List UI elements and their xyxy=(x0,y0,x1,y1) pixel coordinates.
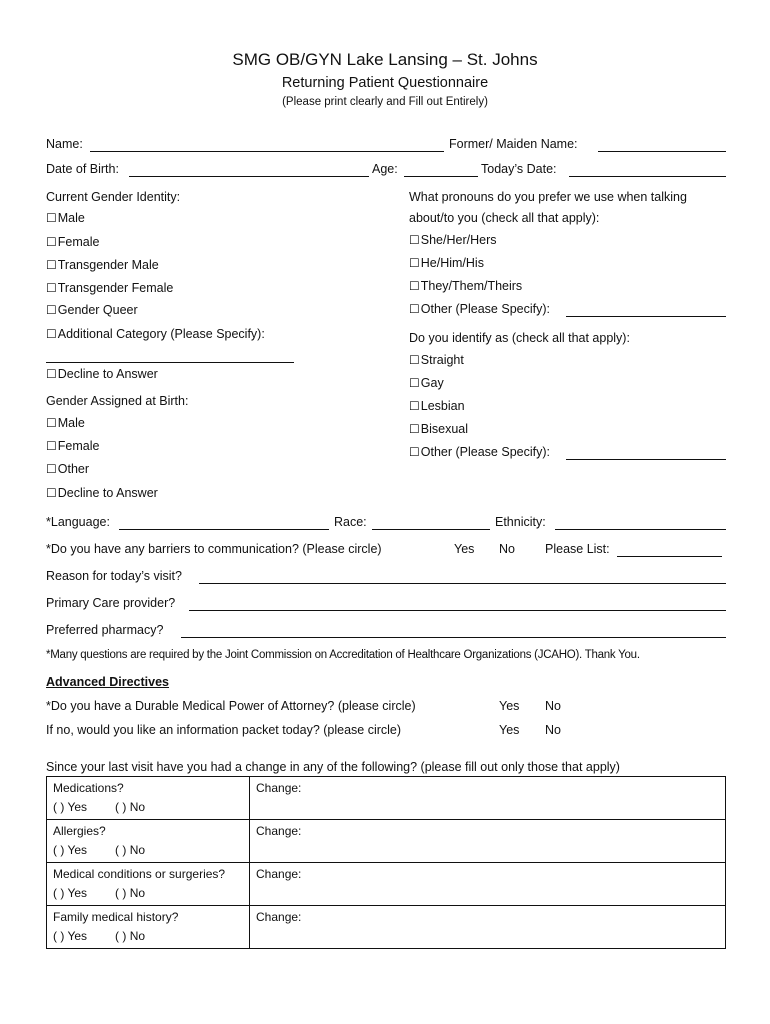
yes-option[interactable]: ( ) Yes xyxy=(53,886,88,900)
change-label: Change: xyxy=(256,910,302,924)
gender-identity-option[interactable]: ☐Additional Category (Please Specify): xyxy=(46,327,265,341)
checkbox-icon[interactable]: ☐ xyxy=(46,367,57,381)
barriers-yes[interactable]: Yes xyxy=(454,542,475,556)
change-label: Change: xyxy=(256,824,302,838)
checkbox-icon[interactable]: ☐ xyxy=(409,353,420,367)
pharmacy-field[interactable] xyxy=(181,637,726,638)
orientation-option[interactable]: ☐Bisexual xyxy=(409,422,469,436)
checkbox-icon[interactable]: ☐ xyxy=(46,235,57,249)
change-item-cell xyxy=(47,863,250,906)
language-field[interactable] xyxy=(119,529,329,530)
poa-no[interactable]: No xyxy=(545,699,561,713)
gender-identity-option[interactable]: ☐Transgender Female xyxy=(46,281,174,295)
checkbox-icon[interactable]: ☐ xyxy=(409,279,420,293)
gender-identity-option[interactable]: ☐Gender Queer xyxy=(46,303,138,317)
pronoun-option[interactable]: ☐Other (Please Specify): xyxy=(409,302,550,316)
pronouns-label-line1: What pronouns do you prefer we use when talking xyxy=(409,190,687,204)
barriers-no[interactable]: No xyxy=(499,542,515,556)
table-row xyxy=(47,777,726,820)
orientation-option[interactable]: ☐Other (Please Specify): xyxy=(409,445,550,459)
language-label: *Language: xyxy=(46,515,110,529)
change-field-cell[interactable] xyxy=(250,863,726,906)
changes-table xyxy=(46,776,726,949)
checkbox-icon[interactable]: ☐ xyxy=(409,399,420,413)
gender-birth-option[interactable]: ☐Other xyxy=(46,462,90,476)
change-item-cell xyxy=(47,777,250,820)
barriers-list-field[interactable] xyxy=(617,556,722,557)
jcaho-note: *Many questions are required by the Joint Commission on Accreditation of Healthcare Organizations (JCAHO). Thank You. xyxy=(46,649,640,661)
pharmacy-label: Preferred pharmacy? xyxy=(46,623,164,637)
dob-field[interactable] xyxy=(129,176,369,177)
form-title: SMG OB/GYN Lake Lansing – St. Johns xyxy=(232,50,538,69)
changes-intro: Since your last visit have you had a change in any of the following? (please fill out only those that apply) xyxy=(46,760,620,774)
gender-identity-option[interactable]: ☐Transgender Male xyxy=(46,258,159,272)
checkbox-icon[interactable]: ☐ xyxy=(409,376,420,390)
checkbox-icon[interactable]: ☐ xyxy=(409,445,420,459)
todays-date-label: Today’s Date: xyxy=(481,162,557,176)
table-row xyxy=(47,820,726,863)
age-field[interactable] xyxy=(404,176,478,177)
advanced-directives-heading: Advanced Directives xyxy=(46,675,169,689)
pronouns-label-line2: about/to you (check all that apply): xyxy=(409,211,600,225)
orientation-label: Do you identify as (check all that apply): xyxy=(409,331,630,345)
packet-question: If no, would you like an information packet today? (please circle) xyxy=(46,723,402,737)
maiden-name-label: Former/ Maiden Name: xyxy=(449,137,578,151)
todays-date-field[interactable] xyxy=(569,176,726,177)
gender-birth-option[interactable]: ☐Male xyxy=(46,416,85,430)
change-label: Change: xyxy=(256,781,302,795)
maiden-name-field[interactable] xyxy=(598,151,726,152)
packet-no[interactable]: No xyxy=(545,723,561,737)
poa-question: *Do you have a Durable Medical Power of Attorney? (please circle) xyxy=(46,699,416,713)
checkbox-icon[interactable]: ☐ xyxy=(409,422,420,436)
change-item-label: Allergies? xyxy=(53,824,106,838)
checkbox-icon[interactable]: ☐ xyxy=(46,486,57,500)
change-item-label: Medications? xyxy=(53,781,124,795)
change-field-cell[interactable] xyxy=(250,777,726,820)
form-instruction: (Please print clearly and Fill out Entirely) xyxy=(282,96,488,108)
orientation-option[interactable]: ☐Straight xyxy=(409,353,464,367)
change-item-cell xyxy=(47,820,250,863)
gender-identity-label: Current Gender Identity: xyxy=(46,190,181,204)
yes-option[interactable]: ( ) Yes xyxy=(53,843,88,857)
gender-identity-option[interactable]: ☐Decline to Answer xyxy=(46,367,158,381)
checkbox-icon[interactable]: ☐ xyxy=(46,439,57,453)
pronoun-option[interactable]: ☐He/Him/His xyxy=(409,256,484,270)
checkbox-icon[interactable]: ☐ xyxy=(409,302,420,316)
barriers-list-label: Please List: xyxy=(545,542,610,556)
race-field[interactable] xyxy=(372,529,490,530)
packet-yes[interactable]: Yes xyxy=(499,723,520,737)
table-row xyxy=(47,906,726,949)
gender-birth-option[interactable]: ☐Decline to Answer xyxy=(46,486,158,500)
change-item-label: Family medical history? xyxy=(53,910,179,924)
no-option[interactable]: ( ) No xyxy=(115,800,146,814)
checkbox-icon[interactable]: ☐ xyxy=(409,233,420,247)
reason-field[interactable] xyxy=(199,583,726,584)
name-label: Name: xyxy=(46,137,83,151)
change-field-cell[interactable] xyxy=(250,820,726,863)
pronoun-option[interactable]: ☐She/Her/Hers xyxy=(409,233,497,247)
poa-yes[interactable]: Yes xyxy=(499,699,520,713)
yes-option[interactable]: ( ) Yes xyxy=(53,800,88,814)
dob-label: Date of Birth: xyxy=(46,162,119,176)
yes-option[interactable]: ( ) Yes xyxy=(53,929,88,943)
ethnicity-field[interactable] xyxy=(555,529,726,530)
race-label: Race: xyxy=(334,515,367,529)
orientation-specify-field[interactable] xyxy=(566,459,726,460)
checkbox-icon[interactable]: ☐ xyxy=(46,281,57,295)
age-label: Age: xyxy=(372,162,398,176)
change-field-cell[interactable] xyxy=(250,906,726,949)
checkbox-icon[interactable]: ☐ xyxy=(46,258,57,272)
reason-label: Reason for today’s visit? xyxy=(46,569,182,583)
orientation-option[interactable]: ☐Lesbian xyxy=(409,399,465,413)
checkbox-icon[interactable]: ☐ xyxy=(46,327,57,341)
gender-birth-option[interactable]: ☐Female xyxy=(46,439,100,453)
no-option[interactable]: ( ) No xyxy=(115,929,146,943)
no-option[interactable]: ( ) No xyxy=(115,843,146,857)
pcp-field[interactable] xyxy=(189,610,726,611)
table-row xyxy=(47,863,726,906)
pcp-label: Primary Care provider? xyxy=(46,596,176,610)
pronoun-option[interactable]: ☐They/Them/Theirs xyxy=(409,279,523,293)
checkbox-icon[interactable]: ☐ xyxy=(46,416,57,430)
name-field[interactable] xyxy=(90,151,444,152)
checkbox-icon[interactable]: ☐ xyxy=(46,211,57,225)
gender-identity-option[interactable]: ☐Male xyxy=(46,211,85,225)
checkbox-icon[interactable]: ☐ xyxy=(46,303,57,317)
gender-birth-label: Gender Assigned at Birth: xyxy=(46,394,189,408)
change-item-cell xyxy=(47,906,250,949)
checkbox-icon[interactable]: ☐ xyxy=(46,462,57,476)
gender-identity-option[interactable]: ☐Female xyxy=(46,235,100,249)
no-option[interactable]: ( ) No xyxy=(115,886,146,900)
barriers-question: *Do you have any barriers to communication? (Please circle) xyxy=(46,542,382,556)
checkbox-icon[interactable]: ☐ xyxy=(409,256,420,270)
pronoun-specify-field[interactable] xyxy=(566,316,726,317)
change-item-label: Medical conditions or surgeries? xyxy=(53,867,226,881)
gender-specify-field[interactable] xyxy=(46,362,294,363)
change-label: Change: xyxy=(256,867,302,881)
form-subtitle: Returning Patient Questionnaire xyxy=(281,75,489,91)
orientation-option[interactable]: ☐Gay xyxy=(409,376,444,390)
ethnicity-label: Ethnicity: xyxy=(495,515,546,529)
